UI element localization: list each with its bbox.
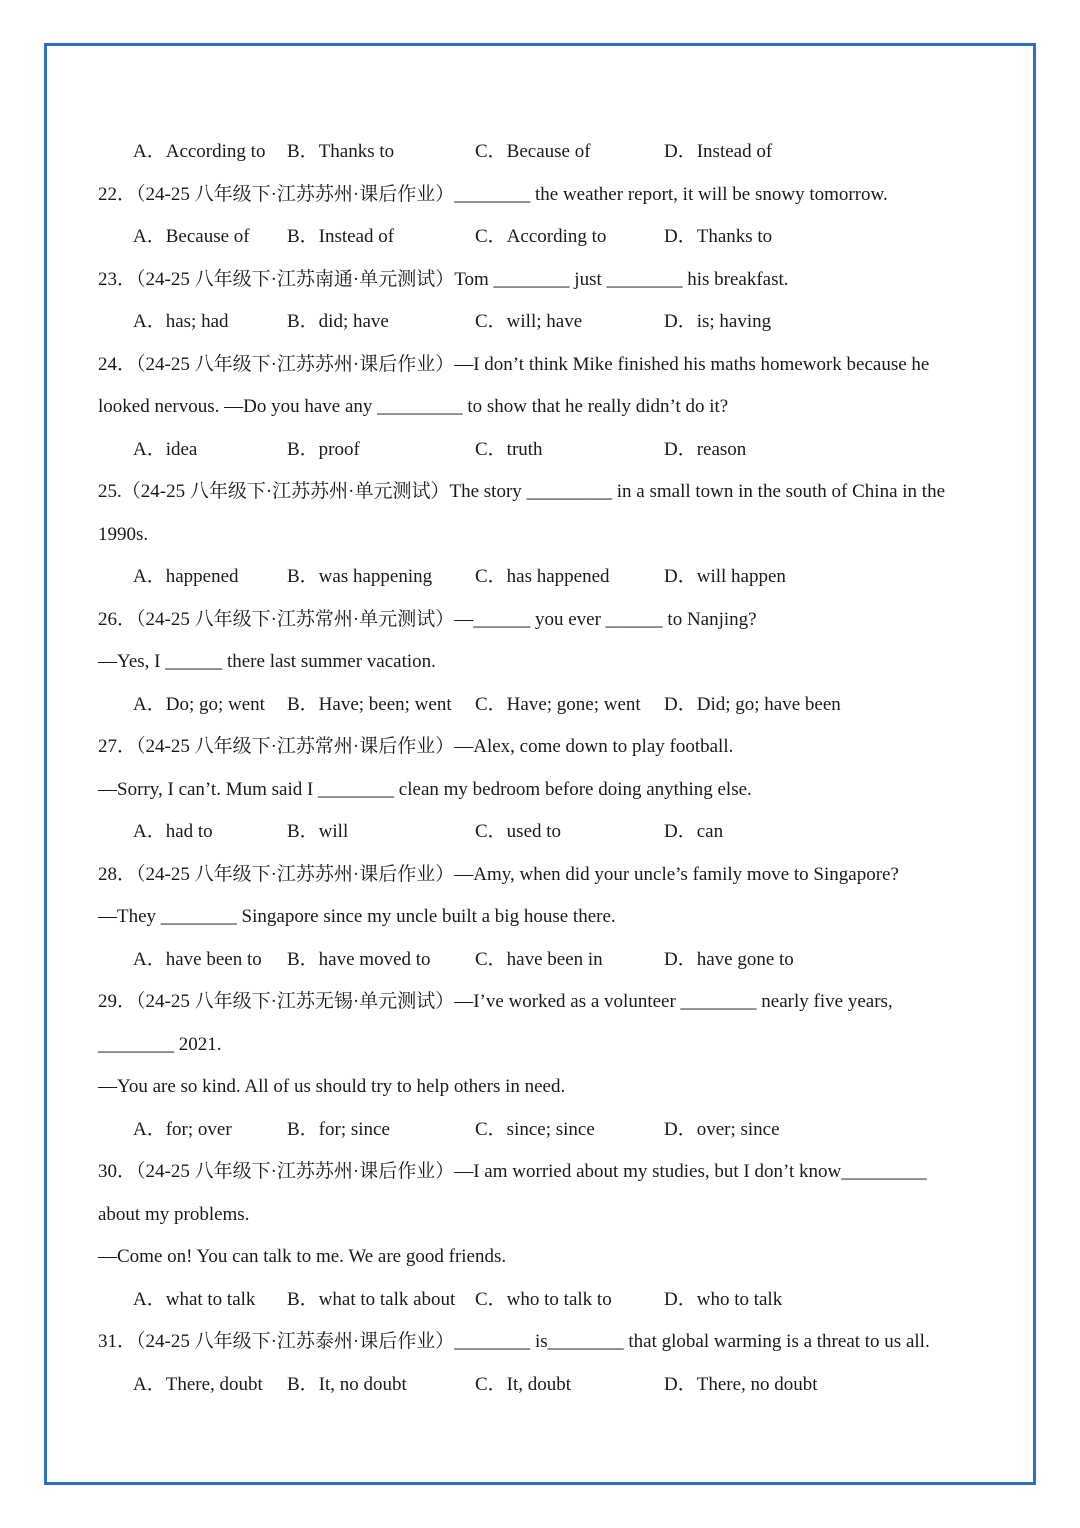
question-line xyxy=(98,344,988,387)
option-a: A．had to xyxy=(133,821,213,842)
option-d: D．There, no doubt xyxy=(664,1373,818,1395)
question-line xyxy=(98,1321,988,1364)
question-line xyxy=(98,259,988,302)
question-text: 30．（24-25 八年级下·江苏苏州·课后作业）—I am worried about my studies, but I don’t know_________ xyxy=(98,1161,927,1182)
question-text: about my problems. xyxy=(98,1203,250,1225)
question-line xyxy=(98,471,988,514)
option-a: A．According to xyxy=(133,141,266,162)
option-c: C．truth xyxy=(475,438,543,460)
option-a: A．have been to xyxy=(133,948,262,970)
question-line xyxy=(98,174,988,217)
option-a: A．what to talk xyxy=(133,1288,256,1310)
option-d: D．Did; go; have been xyxy=(664,693,841,715)
option-c: C．Have; gone; went xyxy=(475,693,641,715)
question-text: 25.（24-25 八年级下·江苏苏州·单元测试）The story _________ in a small town in the south of China in the xyxy=(98,481,946,502)
question-text: —Come on! You can talk to me. We are good friends. xyxy=(98,1246,507,1267)
option-b: B．for; since xyxy=(287,1118,390,1140)
option-d: D．Instead of xyxy=(664,141,773,162)
question-text: 24．（24-25 八年级下·江苏苏州·课后作业）—I don’t think Mike finished his maths homework because he xyxy=(98,353,930,375)
option-c: C．will; have xyxy=(475,311,583,332)
answer-options xyxy=(98,1364,988,1407)
option-d: D．will happen xyxy=(664,566,786,587)
question-line xyxy=(98,854,988,897)
question-text: ________ 2021. xyxy=(98,1033,222,1055)
option-a: A．has; had xyxy=(133,311,229,332)
option-b: B．It, no doubt xyxy=(287,1373,407,1395)
option-a: A．happened xyxy=(133,566,239,587)
question-text: —Sorry, I can’t. Mum said I ________ clean my bedroom before doing anything else. xyxy=(98,778,752,800)
question-text: 1990s. xyxy=(98,523,149,545)
option-d: D．who to talk xyxy=(664,1288,783,1310)
option-a: A．Do; go; went xyxy=(133,693,265,715)
question-line xyxy=(98,386,988,429)
question-line xyxy=(98,1151,988,1194)
question-line xyxy=(98,599,988,642)
option-b: B．have moved to xyxy=(287,948,431,970)
option-d: D．Thanks to xyxy=(664,226,773,247)
question-text: 26．（24-25 八年级下·江苏常州·单元测试）—______ you ever ______ to Nanjing? xyxy=(98,608,757,630)
question-line xyxy=(98,726,988,769)
option-c: C．have been in xyxy=(475,948,603,970)
answer-options xyxy=(98,939,988,982)
answer-options xyxy=(98,131,988,174)
question-text: 23．（24-25 八年级下·江苏南通·单元测试）Tom ________ just ________ his breakfast. xyxy=(98,268,789,290)
question-line xyxy=(98,1236,988,1279)
option-b: B．Thanks to xyxy=(287,141,395,162)
option-b: B．Have; been; went xyxy=(287,693,452,715)
worksheet-content xyxy=(98,131,988,1406)
option-b: B．Instead of xyxy=(287,226,395,247)
option-d: D．over; since xyxy=(664,1118,780,1140)
option-b: B．was happening xyxy=(287,566,433,587)
answer-options xyxy=(98,811,988,854)
option-d: D．can xyxy=(664,821,724,842)
option-b: B．did; have xyxy=(287,311,389,332)
option-d: D．is; having xyxy=(664,311,772,332)
option-a: A．for; over xyxy=(133,1118,232,1140)
answer-options xyxy=(98,1109,988,1152)
question-text: —Yes, I ______ there last summer vacation. xyxy=(98,651,436,672)
option-c: C．It, doubt xyxy=(475,1373,572,1395)
option-c: C．Because of xyxy=(475,141,591,162)
question-text: 29．（24-25 八年级下·江苏无锡·单元测试）—I’ve worked as a volunteer ________ nearly five years, xyxy=(98,991,893,1012)
answer-options xyxy=(98,556,988,599)
question-text: —They ________ Singapore since my uncle built a big house there. xyxy=(98,906,616,927)
question-text: 27．（24-25 八年级下·江苏常州·课后作业）—Alex, come down to play football. xyxy=(98,736,734,757)
option-a: A．There, doubt xyxy=(133,1373,263,1395)
option-c: C．According to xyxy=(475,226,607,247)
question-text: —You are so kind. All of us should try to help others in need. xyxy=(98,1076,566,1097)
question-text: 22．（24-25 八年级下·江苏苏州·课后作业）________ the weather report, it will be snowy tomorrow. xyxy=(98,183,888,205)
question-line xyxy=(98,1024,988,1067)
option-a: A．idea xyxy=(133,438,198,460)
question-line xyxy=(98,514,988,557)
question-text: 31．（24-25 八年级下·江苏泰州·课后作业）________ is________ that global warming is a threat to us all. xyxy=(98,1331,930,1352)
answer-options xyxy=(98,1279,988,1322)
question-line xyxy=(98,1066,988,1109)
option-a: A．Because of xyxy=(133,226,250,247)
question-line xyxy=(98,641,988,684)
question-line xyxy=(98,896,988,939)
question-line xyxy=(98,1194,988,1237)
option-b: B．what to talk about xyxy=(287,1288,456,1310)
option-b: B．proof xyxy=(287,438,360,460)
answer-options xyxy=(98,301,988,344)
option-c: C．has happened xyxy=(475,566,610,587)
option-b: B．will xyxy=(287,821,349,842)
option-c: C．since; since xyxy=(475,1118,595,1140)
answer-options xyxy=(98,684,988,727)
option-d: D．have gone to xyxy=(664,948,794,970)
answer-options xyxy=(98,216,988,259)
question-line xyxy=(98,981,988,1024)
option-d: D．reason xyxy=(664,438,747,460)
question-text: looked nervous. —Do you have any _________ to show that he really didn’t do it? xyxy=(98,396,729,417)
question-line xyxy=(98,769,988,812)
answer-options xyxy=(98,429,988,472)
option-c: C．used to xyxy=(475,821,562,842)
question-text: 28．（24-25 八年级下·江苏苏州·课后作业）—Amy, when did your uncle’s family move to Singapore? xyxy=(98,863,899,885)
option-c: C．who to talk to xyxy=(475,1288,612,1310)
